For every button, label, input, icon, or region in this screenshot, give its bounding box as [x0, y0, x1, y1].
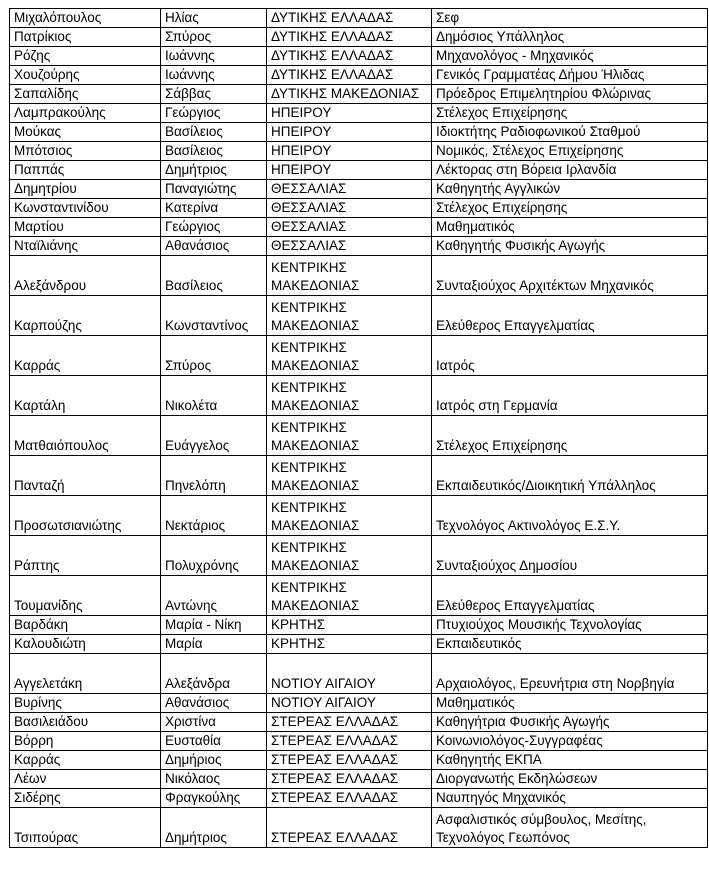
surname-cell: Αλεξάνδρου [10, 256, 161, 296]
firstname-cell: Ιωάννης [161, 47, 267, 66]
occupation-cell: Εκπαιδευτικός [432, 635, 708, 654]
surname-cell: Καλουδιώτη [10, 635, 161, 654]
firstname-cell: Νικόλαος [161, 770, 267, 789]
region-cell: ΘΕΣΣΑΛΙΑΣ [267, 180, 432, 199]
firstname-cell: Δημήριος [161, 751, 267, 770]
surname-cell: Καρπούζης [10, 296, 161, 336]
occupation-cell: Σεφ [432, 9, 708, 28]
occupation-cell: Κοινωνιολόγος-Συγγραφέας [432, 732, 708, 751]
firstname-cell: Νικολέτα [161, 376, 267, 416]
region-cell: ΗΠΕΙΡΟΥ [267, 123, 432, 142]
occupation-cell: Συνταξιούχος Δημοσίου [432, 536, 708, 576]
region-cell: ΔΥΤΙΚΗΣ ΜΑΚΕΔΟΝΙΑΣ [267, 85, 432, 104]
table-row [10, 536, 708, 576]
region-cell: ΚΕΝΤΡΙΚΗΣ ΜΑΚΕΔΟΝΙΑΣ [267, 336, 432, 376]
firstname-cell: Βασίλειος [161, 123, 267, 142]
table-row [10, 47, 708, 66]
surname-cell: Βαρδάκη [10, 616, 161, 635]
surname-cell: Καρράς [10, 751, 161, 770]
surname-cell: Λαμπρακούλης [10, 104, 161, 123]
table-row [10, 654, 708, 694]
region-cell: ΣΤΕΡΕΑΣ ΕΛΛΑΔΑΣ [267, 713, 432, 732]
table-row [10, 770, 708, 789]
firstname-cell: Σπύρος [161, 28, 267, 47]
table-row [10, 180, 708, 199]
surname-cell: Τουμανίδης [10, 576, 161, 616]
table-row [10, 789, 708, 808]
surname-cell: Τσιπούρας [10, 808, 161, 848]
table-row [10, 808, 708, 848]
region-cell: ΘΕΣΣΑΛΙΑΣ [267, 199, 432, 218]
firstname-cell: Αθανάσιος [161, 694, 267, 713]
occupation-cell: Ελεύθερος Επαγγελματίας [432, 296, 708, 336]
region-cell: ΣΤΕΡΕΑΣ ΕΛΛΑΔΑΣ [267, 789, 432, 808]
region-cell: ΗΠΕΙΡΟΥ [267, 142, 432, 161]
candidates-table [9, 8, 708, 848]
occupation-cell: Ναυπηγός Μηχανικός [432, 789, 708, 808]
firstname-cell: Δημήτριος [161, 808, 267, 848]
surname-cell: Σαπαλίδης [10, 85, 161, 104]
occupation-cell: Λέκτορας στη Βόρεια Ιρλανδία [432, 161, 708, 180]
region-cell: ΔΥΤΙΚΗΣ ΕΛΛΑΔΑΣ [267, 9, 432, 28]
occupation-cell: Καθηγητής Αγγλικών [432, 180, 708, 199]
firstname-cell: Πολυχρόνης [161, 536, 267, 576]
surname-cell: Μούκας [10, 123, 161, 142]
table-row [10, 199, 708, 218]
region-cell: ΔΥΤΙΚΗΣ ΕΛΛΑΔΑΣ [267, 47, 432, 66]
region-cell: ΝΟΤΙΟΥ ΑΙΓΑΙΟΥ [267, 694, 432, 713]
firstname-cell: Ιωάννης [161, 66, 267, 85]
table-row [10, 616, 708, 635]
occupation-cell: Ιατρός [432, 336, 708, 376]
region-cell: ΚΕΝΤΡΙΚΗΣ ΜΑΚΕΔΟΝΙΑΣ [267, 256, 432, 296]
surname-cell: Μαρτίου [10, 218, 161, 237]
occupation-cell: Καθηγητής ΕΚΠΑ [432, 751, 708, 770]
occupation-cell: Ασφαλιστικός σύμβουλος, Μεσίτης, Τεχνολόγος Γεωπόνος [432, 808, 708, 848]
surname-cell: Δημητρίου [10, 180, 161, 199]
table-row [10, 336, 708, 376]
region-cell: ΚΕΝΤΡΙΚΗΣ ΜΑΚΕΔΟΝΙΑΣ [267, 376, 432, 416]
surname-cell: Πατρίκιος [10, 28, 161, 47]
occupation-cell: Καθηγήτρια Φυσικής Αγωγής [432, 713, 708, 732]
table-row [10, 732, 708, 751]
region-cell: ΣΤΕΡΕΑΣ ΕΛΛΑΔΑΣ [267, 751, 432, 770]
surname-cell: Καρράς [10, 336, 161, 376]
surname-cell: Κωνσταντινίδου [10, 199, 161, 218]
occupation-cell: Τεχνολόγος Ακτινολόγος Ε.Σ.Υ. [432, 496, 708, 536]
region-cell: ΚΕΝΤΡΙΚΗΣ ΜΑΚΕΔΟΝΙΑΣ [267, 576, 432, 616]
region-cell: ΣΤΕΡΕΑΣ ΕΛΛΑΔΑΣ [267, 732, 432, 751]
occupation-cell: Διοργανωτής Εκδηλώσεων [432, 770, 708, 789]
surname-cell: Νταϊλιάνης [10, 237, 161, 256]
firstname-cell: Γεώργιος [161, 218, 267, 237]
table-row [10, 635, 708, 654]
firstname-cell: Αντώνης [161, 576, 267, 616]
surname-cell: Βασιλειάδου [10, 713, 161, 732]
occupation-cell: Νομικός, Στέλεχος Επιχείρησης [432, 142, 708, 161]
firstname-cell: Ευσταθία [161, 732, 267, 751]
occupation-cell: Πτυχιούχος Μουσικής Τεχνολογίας [432, 616, 708, 635]
table-row [10, 9, 708, 28]
region-cell: ΣΤΕΡΕΑΣ ΕΛΛΑΔΑΣ [267, 770, 432, 789]
table-row [10, 123, 708, 142]
surname-cell: Παππάς [10, 161, 161, 180]
firstname-cell: Κατερίνα [161, 199, 267, 218]
firstname-cell: Πηνελόπη [161, 456, 267, 496]
region-cell: ΗΠΕΙΡΟΥ [267, 104, 432, 123]
surname-cell: Προσωτσιανιώτης [10, 496, 161, 536]
table-row [10, 713, 708, 732]
occupation-cell: Συνταξιούχος Αρχιτέκτων Μηχανικός [432, 256, 708, 296]
firstname-cell: Σπύρος [161, 336, 267, 376]
firstname-cell: Γεώργιος [161, 104, 267, 123]
occupation-cell: Καθηγητής Φυσικής Αγωγής [432, 237, 708, 256]
table-row [10, 142, 708, 161]
firstname-cell: Μαρία - Νίκη [161, 616, 267, 635]
occupation-cell: Μαθηματικός [432, 218, 708, 237]
occupation-cell: Αρχαιολόγος, Ερευνήτρια στη Νορβηγία [432, 654, 708, 694]
table-row [10, 496, 708, 536]
occupation-cell: Στέλεχος Επιχείρησης [432, 199, 708, 218]
occupation-cell: Εκπαιδευτικός/Διοικητική Υπάλληλος [432, 456, 708, 496]
occupation-cell: Μαθηματικός [432, 694, 708, 713]
firstname-cell: Αθανάσιος [161, 237, 267, 256]
surname-cell: Μπότσιος [10, 142, 161, 161]
table-row [10, 85, 708, 104]
firstname-cell: Βασίλειος [161, 256, 267, 296]
firstname-cell: Αλεξάνδρα [161, 654, 267, 694]
region-cell: ΘΕΣΣΑΛΙΑΣ [267, 237, 432, 256]
table-row [10, 751, 708, 770]
region-cell: ΗΠΕΙΡΟΥ [267, 161, 432, 180]
firstname-cell: Μαρία [161, 635, 267, 654]
surname-cell: Αγγελετάκη [10, 654, 161, 694]
firstname-cell: Παναγιώτης [161, 180, 267, 199]
firstname-cell: Χριστίνα [161, 713, 267, 732]
surname-cell: Ράπτης [10, 536, 161, 576]
surname-cell: Ρόζης [10, 47, 161, 66]
table-row [10, 416, 708, 456]
table-row [10, 104, 708, 123]
region-cell: ΚΕΝΤΡΙΚΗΣ ΜΑΚΕΔΟΝΙΑΣ [267, 416, 432, 456]
region-cell: ΘΕΣΣΑΛΙΑΣ [267, 218, 432, 237]
surname-cell: Ματθαιόπουλος [10, 416, 161, 456]
surname-cell: Σιδέρης [10, 789, 161, 808]
occupation-cell: Μηχανολόγος - Μηχανικός [432, 47, 708, 66]
table-row [10, 218, 708, 237]
region-cell: ΣΤΕΡΕΑΣ ΕΛΛΑΔΑΣ [267, 808, 432, 848]
surname-cell: Πανταζή [10, 456, 161, 496]
firstname-cell: Κωνσταντίνος [161, 296, 267, 336]
firstname-cell: Βασίλειος [161, 142, 267, 161]
surname-cell: Λέων [10, 770, 161, 789]
occupation-cell: Πρόεδρος Επιμελητηρίου Φλώρινας [432, 85, 708, 104]
surname-cell: Βόρρη [10, 732, 161, 751]
region-cell: ΚΕΝΤΡΙΚΗΣ ΜΑΚΕΔΟΝΙΑΣ [267, 296, 432, 336]
region-cell: ΔΥΤΙΚΗΣ ΕΛΛΑΔΑΣ [267, 66, 432, 85]
occupation-cell: Γενικός Γραμματέας Δήμου Ήλιδας [432, 66, 708, 85]
region-cell: ΚΡΗΤΗΣ [267, 616, 432, 635]
firstname-cell: Ηλίας [161, 9, 267, 28]
occupation-cell: Ιδιοκτήτης Ραδιοφωνικού Σταθμού [432, 123, 708, 142]
surname-cell: Βυρίνης [10, 694, 161, 713]
occupation-cell: Δημόσιος Υπάλληλος [432, 28, 708, 47]
region-cell: ΝΟΤΙΟΥ ΑΙΓΑΙΟΥ [267, 654, 432, 694]
table-row [10, 296, 708, 336]
region-cell: ΔΥΤΙΚΗΣ ΕΛΛΑΔΑΣ [267, 28, 432, 47]
occupation-cell: Ελεύθερος Επαγγελματίας [432, 576, 708, 616]
region-cell: ΚΕΝΤΡΙΚΗΣ ΜΑΚΕΔΟΝΙΑΣ [267, 496, 432, 536]
table-row [10, 456, 708, 496]
surname-cell: Καρτάλη [10, 376, 161, 416]
occupation-cell: Ιατρός στη Γερμανία [432, 376, 708, 416]
occupation-cell: Στέλεχος Επιχείρησης [432, 416, 708, 456]
table-row [10, 66, 708, 85]
region-cell: ΚΕΝΤΡΙΚΗΣ ΜΑΚΕΔΟΝΙΑΣ [267, 456, 432, 496]
surname-cell: Χουζούρης [10, 66, 161, 85]
table-row [10, 237, 708, 256]
table-row [10, 376, 708, 416]
table-row [10, 28, 708, 47]
table-body [10, 9, 708, 848]
table-row [10, 694, 708, 713]
firstname-cell: Ευάγγελος [161, 416, 267, 456]
table-row [10, 256, 708, 296]
region-cell: ΚΡΗΤΗΣ [267, 635, 432, 654]
region-cell: ΚΕΝΤΡΙΚΗΣ ΜΑΚΕΔΟΝΙΑΣ [267, 536, 432, 576]
firstname-cell: Νεκτάριος [161, 496, 267, 536]
occupation-cell: Στέλεχος Επιχείρησης [432, 104, 708, 123]
table-row [10, 161, 708, 180]
firstname-cell: Σάββας [161, 85, 267, 104]
table-row [10, 576, 708, 616]
firstname-cell: Δημήτριος [161, 161, 267, 180]
firstname-cell: Φραγκούλης [161, 789, 267, 808]
surname-cell: Μιχαλόπουλος [10, 9, 161, 28]
